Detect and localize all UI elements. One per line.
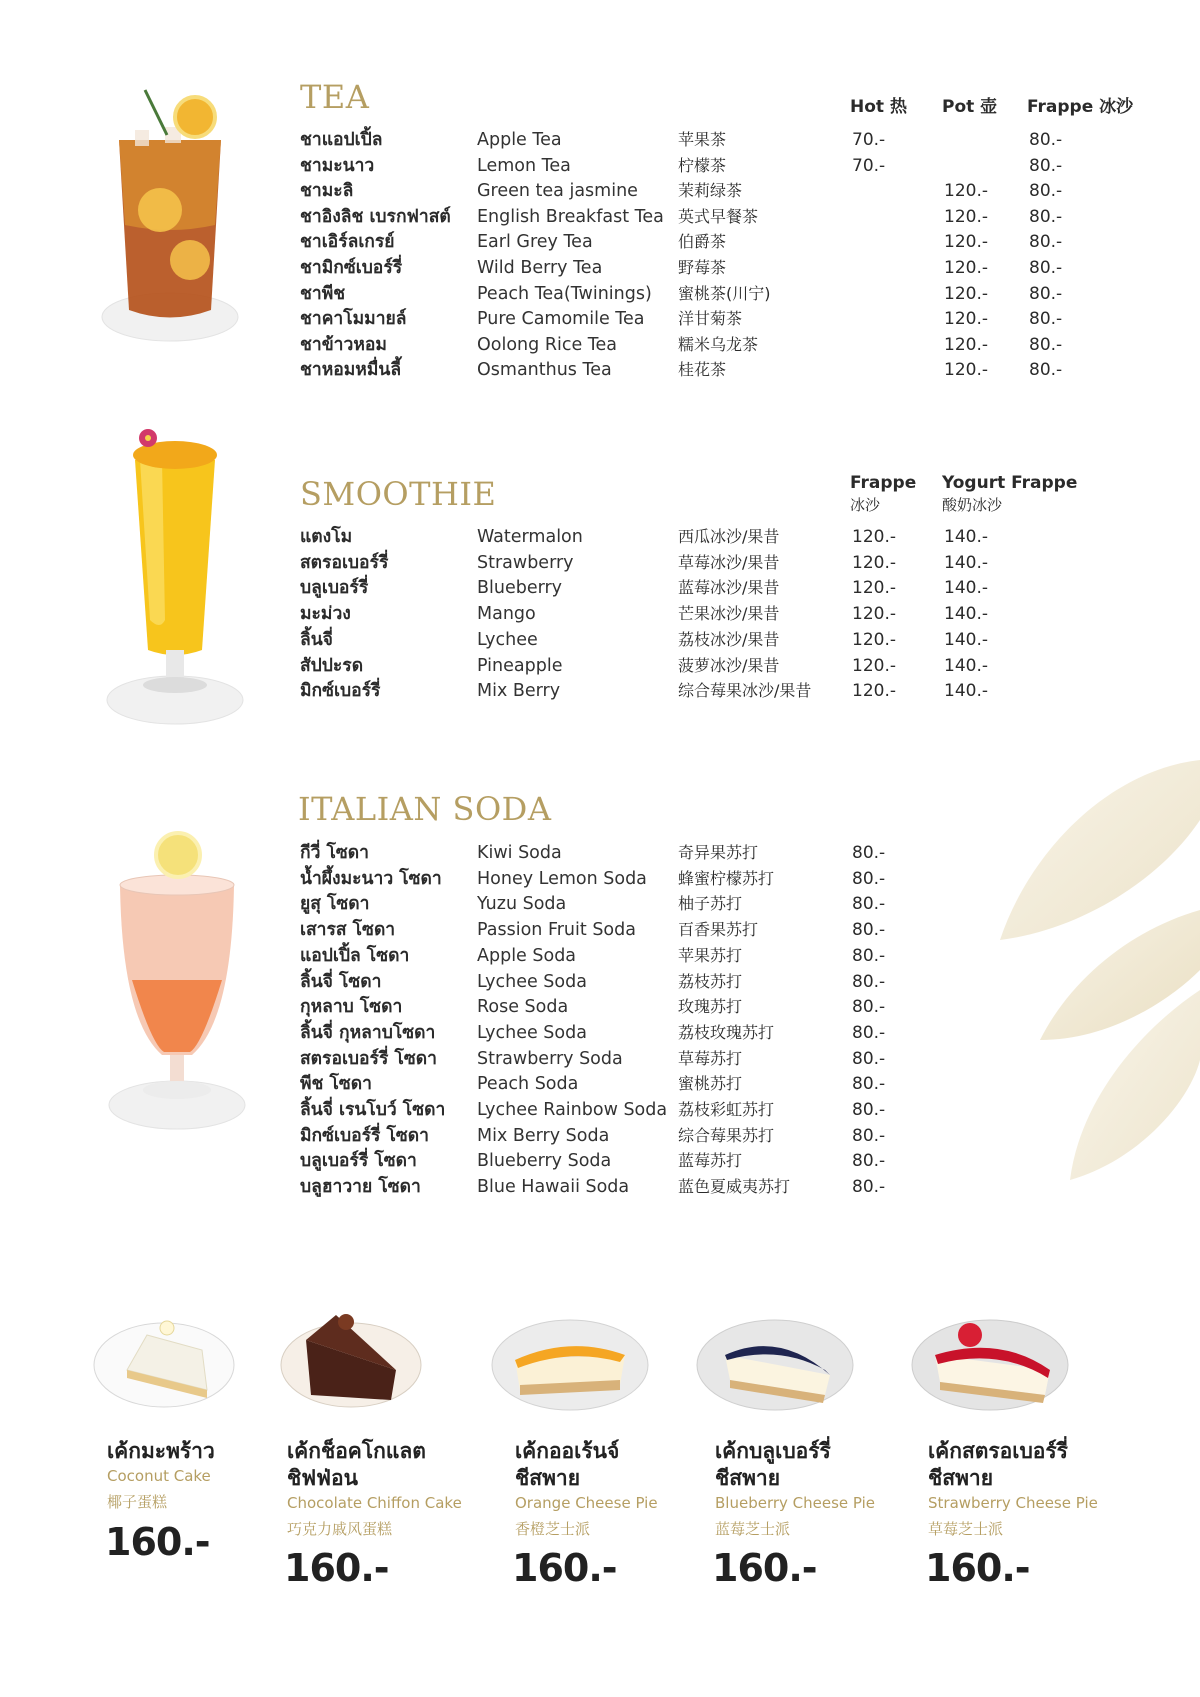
item-thai-name: ยูสุ โซดา (300, 894, 370, 915)
item-chinese-name: 野莓茶 (678, 258, 727, 277)
item-chinese-name: 荔枝彩虹苏打 (678, 1100, 775, 1119)
item-chinese-name: 草莓冰沙/果昔 (678, 552, 780, 572)
item-thai-name: ชาข้าวหอม (300, 334, 387, 355)
item-chinese-name: 柠檬茶 (678, 155, 727, 175)
item-pot-price: 120.- (944, 309, 988, 330)
item-english-name: Pineapple (477, 655, 563, 676)
cake-thai-name-line2: ชีสพาย (715, 1466, 781, 1490)
tea-list (0, 127, 1200, 387)
cake-chinese-name: 蓝莓芝士派 (715, 1520, 791, 1538)
list-item (0, 994, 1200, 1020)
item-chinese-name: 桂花茶 (678, 360, 727, 380)
item-thai-name: สัปปะรด (300, 655, 364, 676)
cake-thai-name-line1: เค้กสตรอเบอร์รี่ (928, 1439, 1068, 1463)
item-pot-price: 120.- (944, 181, 988, 202)
item-thai-name: มิกซ์เบอร์รี่ โซดา (300, 1125, 429, 1146)
item-chinese-name: 英式早餐茶 (678, 206, 759, 226)
item-english-name: Apple Soda (477, 945, 577, 966)
list-item (0, 653, 1200, 679)
item-hot-price: 70.- (852, 130, 886, 150)
item-english-name: Lychee Rainbow Soda (477, 1100, 668, 1120)
item-chinese-name: 芒果冰沙/果昔 (678, 604, 780, 624)
list-item (0, 1097, 1200, 1123)
item-pot-price: 120.- (944, 283, 988, 304)
tea-section-title: TEA (300, 78, 370, 116)
item-english-name: Blue Hawaii Soda (477, 1177, 630, 1198)
cake-price: 160.- (925, 1546, 1030, 1590)
item-chinese-name: 蜂蜜柠檬苏打 (678, 868, 775, 888)
list-item (0, 255, 1200, 281)
cake-english-name: Chocolate Chiffon Cake (287, 1494, 462, 1512)
item-frappe-price: 80.- (1029, 181, 1063, 202)
item-english-name: Pure Camomile Tea (477, 309, 645, 330)
item-english-name: Watermalon (477, 527, 583, 547)
item-english-name: Lychee Soda (477, 1022, 587, 1043)
item-frappe-price: 120.- (852, 629, 896, 650)
list-item (0, 550, 1200, 576)
item-english-name: Passion Fruit Soda (477, 920, 636, 941)
item-thai-name: กีวี่ โซดา (300, 843, 369, 863)
item-english-name: Green tea jasmine (477, 181, 638, 202)
item-thai-name: ลิ้นจี่ โซดา (300, 971, 382, 992)
item-frappe-price: 80.- (1029, 309, 1063, 330)
list-item (0, 229, 1200, 255)
item-frappe-price: 80.- (1029, 206, 1063, 227)
item-english-name: Honey Lemon Soda (477, 868, 647, 889)
item-thai-name: บลูเบอร์รี่ โซดา (300, 1151, 417, 1172)
item-chinese-name: 蓝莓苏打 (678, 1151, 743, 1171)
cake-price: 160.- (512, 1546, 617, 1590)
cake-price: 160.- (105, 1520, 210, 1564)
smoothie-section-title: SMOOTHIE (300, 475, 497, 513)
item-price: 80.- (852, 1022, 886, 1043)
item-yogurt-price: 140.- (944, 604, 988, 625)
item-price: 80.- (852, 1100, 886, 1120)
item-thai-name: ชามิกซ์เบอร์รี่ (300, 258, 403, 278)
cake-thai-name-line1: เค้กออเร้นจ์ (515, 1439, 620, 1463)
list-item (0, 969, 1200, 995)
tea-hot-header: Hot 热 (850, 97, 907, 117)
item-price: 80.- (852, 1177, 886, 1198)
item-price: 80.- (852, 1048, 886, 1069)
smoothie-yogurt-header-zh: 酸奶冰沙 (942, 496, 1003, 514)
item-price: 80.- (852, 1125, 886, 1146)
item-price: 80.- (852, 971, 886, 992)
item-pot-price: 120.- (944, 206, 988, 227)
tea-frappe-header: Frappe 冰沙 (1027, 97, 1134, 117)
list-item (0, 1174, 1200, 1200)
smoothie-frappe-header-zh: 冰沙 (850, 496, 881, 514)
item-price: 80.- (852, 945, 886, 966)
cake-thai-name (287, 1438, 426, 1492)
smoothie-list (0, 524, 1200, 714)
item-english-name: Blueberry Soda (477, 1151, 612, 1172)
item-english-name: Peach Soda (477, 1074, 579, 1095)
item-chinese-name: 蓝莓冰沙/果昔 (678, 578, 780, 598)
coconut-cake-image (92, 1300, 237, 1415)
item-frappe-price: 120.- (852, 604, 896, 625)
item-thai-name: สตรอเบอร์รี่ โซดา (300, 1048, 437, 1069)
item-english-name: Mix Berry Soda (477, 1125, 610, 1146)
list-item (0, 332, 1200, 358)
item-pot-price: 120.- (944, 360, 988, 381)
item-yogurt-price: 140.- (944, 681, 988, 702)
item-chinese-name: 柚子苏打 (678, 894, 743, 914)
item-english-name: Mango (477, 604, 536, 625)
cake-thai-name (515, 1438, 619, 1492)
list-item (0, 891, 1200, 917)
item-english-name: Strawberry Soda (477, 1048, 623, 1069)
item-yogurt-price: 140.- (944, 629, 988, 650)
item-thai-name: ชาคาโมมายล์ (300, 309, 407, 330)
item-thai-name: แตงโม (300, 527, 353, 547)
cake-thai-name-line1: เค้กบลูเบอร์รี่ (715, 1439, 831, 1463)
item-chinese-name: 洋甘菊茶 (678, 309, 743, 329)
list-item (0, 678, 1200, 704)
item-chinese-name: 草莓苏打 (678, 1048, 743, 1068)
item-chinese-name: 西瓜冰沙/果昔 (678, 527, 780, 546)
item-price: 80.- (852, 1074, 886, 1095)
item-chinese-name: 奇异果苏打 (678, 843, 759, 862)
cake-price: 160.- (284, 1546, 389, 1590)
list-item (0, 866, 1200, 892)
item-frappe-price: 120.- (852, 578, 896, 599)
cake-thai-name (715, 1438, 831, 1492)
item-english-name: Lychee Soda (477, 971, 587, 992)
item-pot-price: 120.- (944, 232, 988, 253)
smoothie-yogurt-header-en: Yogurt Frappe (942, 473, 1078, 493)
cake-chinese-name: 香橙芝士派 (515, 1520, 591, 1538)
item-pot-price: 120.- (944, 258, 988, 278)
item-thai-name: ลิ้นจี่ เรนโบว์ โซดา (300, 1100, 446, 1120)
item-english-name: Kiwi Soda (477, 843, 562, 863)
smoothie-frappe-header (850, 472, 916, 516)
strawberry-cheese-pie-image (910, 1300, 1070, 1420)
cake-thai-name: เค้กมะพร้าว (107, 1439, 215, 1463)
orange-cheese-pie-image (490, 1300, 650, 1420)
cake-english-name: Orange Cheese Pie (515, 1494, 658, 1512)
smoothie-yogurt-header (942, 472, 1077, 516)
item-thai-name: มิกซ์เบอร์รี่ (300, 681, 381, 702)
cake-english-name: Strawberry Cheese Pie (928, 1494, 1098, 1512)
item-frappe-price: 80.- (1029, 155, 1063, 176)
item-thai-name: แอปเปิ้ล โซดา (300, 945, 410, 966)
list-item (0, 575, 1200, 601)
item-english-name: Mix Berry (477, 681, 561, 702)
item-english-name: Osmanthus Tea (477, 360, 612, 381)
item-price: 80.- (852, 1151, 886, 1172)
item-english-name: Apple Tea (477, 130, 562, 150)
list-item (0, 1020, 1200, 1046)
italian-soda-section-title: ITALIAN SODA (298, 790, 552, 828)
item-thai-name: ชาหอมหมื่นลี้ (300, 360, 402, 381)
item-price: 80.- (852, 920, 886, 941)
item-frappe-price: 80.- (1029, 130, 1063, 150)
item-frappe-price: 120.- (852, 527, 896, 547)
list-item (0, 917, 1200, 943)
item-english-name: Strawberry (477, 552, 574, 573)
item-chinese-name: 蜜桃苏打 (678, 1074, 743, 1094)
item-thai-name: ชาเอิร์ลเกรย์ (300, 232, 395, 253)
item-thai-name: บลูเบอร์รี่ (300, 578, 369, 599)
item-chinese-name: 玫瑰苏打 (678, 997, 743, 1017)
cake-english-name: Blueberry Cheese Pie (715, 1494, 876, 1512)
item-chinese-name: 荔枝玫瑰苏打 (678, 1022, 775, 1042)
item-thai-name: ลิ้นจี่ กุหลาบโซดา (300, 1022, 436, 1043)
list-item (0, 840, 1200, 866)
item-frappe-price: 120.- (852, 655, 896, 676)
cake-thai-name (928, 1438, 1068, 1492)
smoothie-frappe-header-en: Frappe (850, 473, 917, 493)
item-frappe-price: 80.- (1029, 283, 1063, 304)
list-item (0, 127, 1200, 153)
item-chinese-name: 苹果茶 (678, 130, 727, 149)
item-thai-name: กุหลาบ โซดา (300, 997, 403, 1018)
list-item (0, 178, 1200, 204)
list-item (0, 281, 1200, 307)
list-item (0, 153, 1200, 179)
item-english-name: Yuzu Soda (477, 894, 567, 915)
chocolate-chiffon-cake-image (276, 1300, 426, 1415)
item-chinese-name: 糯米乌龙茶 (678, 334, 759, 354)
item-pot-price: 120.- (944, 334, 988, 355)
item-frappe-price: 120.- (852, 681, 896, 702)
item-thai-name: พีช โซดา (300, 1074, 372, 1095)
cake-thai-name-line2: ชิฟฟ่อน (287, 1466, 358, 1490)
item-frappe-price: 80.- (1029, 334, 1063, 355)
item-frappe-price: 80.- (1029, 360, 1063, 381)
item-chinese-name: 菠萝冰沙/果昔 (678, 655, 780, 675)
item-thai-name: ชามะลิ (300, 181, 354, 202)
item-chinese-name: 综合莓果冰沙/果昔 (678, 681, 812, 701)
item-thai-name: ลิ้นจี่ (300, 629, 333, 650)
item-chinese-name: 茉莉绿茶 (678, 181, 743, 201)
cake-chinese-name: 草莓芝士派 (928, 1520, 1004, 1538)
list-item (0, 627, 1200, 653)
tea-pot-header: Pot 壶 (942, 97, 998, 117)
item-chinese-name: 百香果苏打 (678, 920, 759, 940)
item-chinese-name: 荔枝苏打 (678, 971, 743, 991)
item-thai-name: ชาแอปเปิ้ล (300, 130, 383, 150)
item-thai-name: เสารส โซดา (300, 920, 396, 941)
list-item (0, 204, 1200, 230)
cake-thai-name-line1: เค้กช็อคโกแลต (287, 1439, 426, 1463)
item-thai-name: น้ำผึ้งมะนาว โซดา (300, 868, 442, 889)
item-english-name: English Breakfast Tea (477, 206, 664, 227)
item-english-name: Lemon Tea (477, 155, 571, 176)
list-item (0, 524, 1200, 550)
item-english-name: Rose Soda (477, 997, 569, 1018)
item-price: 80.- (852, 894, 886, 915)
item-yogurt-price: 140.- (944, 578, 988, 599)
item-price: 80.- (852, 868, 886, 889)
item-thai-name: ชาอิงลิช เบรกฟาสต์ (300, 206, 451, 227)
cake-chinese-name: 巧克力戚风蛋糕 (287, 1520, 393, 1538)
item-english-name: Peach Tea(Twinings) (477, 283, 652, 304)
list-item (0, 1123, 1200, 1149)
item-chinese-name: 苹果苏打 (678, 945, 743, 965)
item-english-name: Blueberry (477, 578, 563, 599)
cake-thai-name-line2: ชีสพาย (515, 1466, 581, 1490)
item-thai-name: บลูฮาวาย โซดา (300, 1177, 421, 1198)
item-frappe-price: 80.- (1029, 258, 1063, 278)
item-chinese-name: 蜜桃茶(川宁) (678, 283, 771, 303)
item-english-name: Oolong Rice Tea (477, 334, 617, 355)
item-yogurt-price: 140.- (944, 527, 988, 547)
list-item (0, 943, 1200, 969)
item-price: 80.- (852, 843, 886, 863)
item-hot-price: 70.- (852, 155, 886, 176)
list-item (0, 357, 1200, 383)
item-price: 80.- (852, 997, 886, 1018)
item-yogurt-price: 140.- (944, 552, 988, 573)
item-thai-name: สตรอเบอร์รี่ (300, 552, 389, 573)
item-chinese-name: 综合莓果苏打 (678, 1125, 775, 1145)
list-item (0, 1046, 1200, 1072)
item-chinese-name: 蓝色夏威夷苏打 (678, 1177, 791, 1197)
cake-chinese-name: 椰子蛋糕 (107, 1493, 168, 1511)
item-english-name: Lychee (477, 629, 538, 650)
item-frappe-price: 120.- (852, 552, 896, 573)
item-thai-name: ชาพีช (300, 283, 346, 304)
cake-price: 160.- (712, 1546, 817, 1590)
item-thai-name: ชามะนาว (300, 155, 375, 176)
blueberry-cheese-pie-image (695, 1300, 855, 1420)
item-english-name: Earl Grey Tea (477, 232, 593, 253)
list-item (0, 1148, 1200, 1174)
list-item (0, 1071, 1200, 1097)
item-chinese-name: 伯爵茶 (678, 232, 727, 252)
item-yogurt-price: 140.- (944, 655, 988, 676)
item-english-name: Wild Berry Tea (477, 258, 603, 278)
italian-soda-list (0, 840, 1200, 1205)
list-item (0, 306, 1200, 332)
cake-thai-name-line2: ชีสพาย (928, 1466, 994, 1490)
cake-english-name: Coconut Cake (107, 1467, 211, 1485)
item-chinese-name: 荔枝冰沙/果昔 (678, 629, 780, 649)
item-thai-name: มะม่วง (300, 604, 351, 625)
item-frappe-price: 80.- (1029, 232, 1063, 253)
list-item (0, 601, 1200, 627)
